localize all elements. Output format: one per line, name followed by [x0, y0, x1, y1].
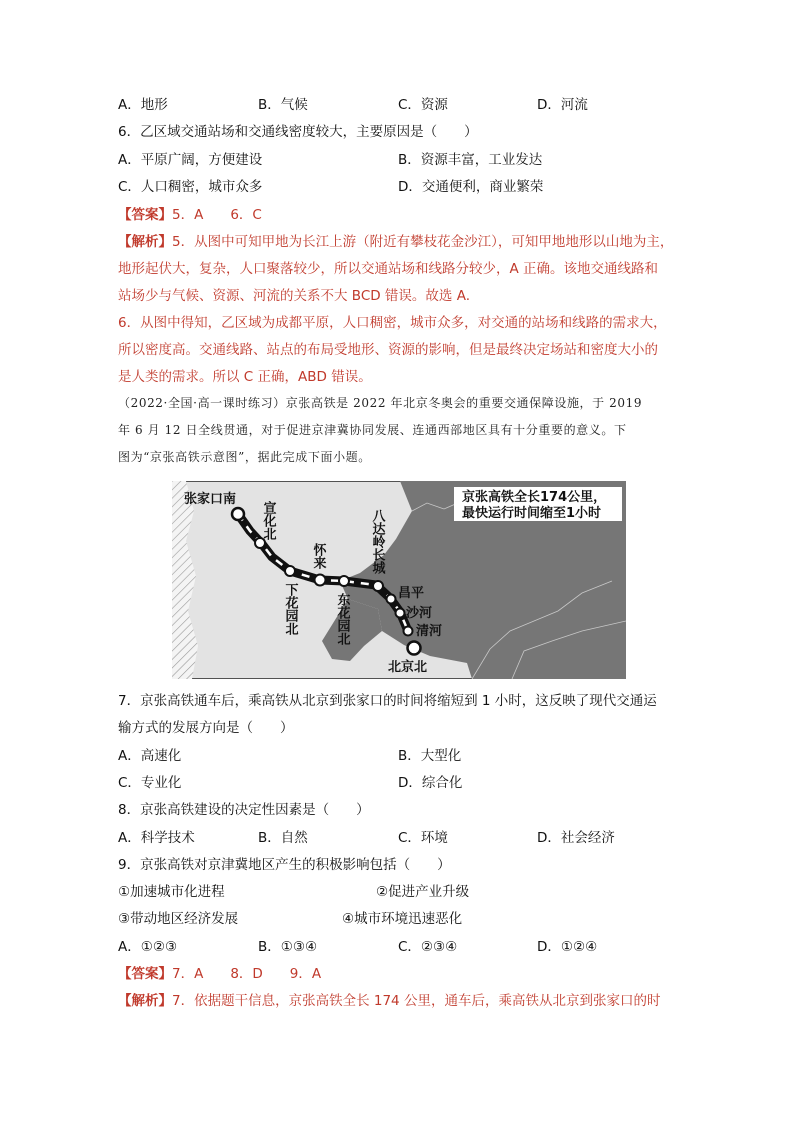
- analysis-text: 7．依据题干信息，京张高铁全长 174 公里，通车后，乘高铁从北京到张家口的时: [172, 993, 661, 1009]
- answer-tag: 【答案】: [118, 966, 172, 982]
- station-shahe: [396, 609, 405, 618]
- q6-stem: 6．乙区域交通站场和交通线密度较大，主要原因是（ ）: [118, 124, 478, 140]
- q8-option-d: D．社会经济: [537, 830, 615, 846]
- label-changping: 昌平: [398, 586, 425, 601]
- station-xiahuayuan-bei: [285, 566, 295, 576]
- source-line-3: 图为“京张高铁示意图”，据此完成下面小题。: [118, 450, 371, 464]
- label-donghuayuan-bei: 东花园北: [334, 593, 350, 645]
- source-line-1: （2022·全国·高一课时练习）京张高铁是 2022 年北京冬奥会的重要交通保障设施，于 2019: [118, 396, 643, 410]
- label-shahe: 沙河: [406, 606, 433, 621]
- q7-option-c: C．专业化: [118, 775, 182, 791]
- analysis-tag: 【解析】: [118, 993, 172, 1009]
- analysis-tag: 【解析】: [118, 234, 172, 250]
- q7-option-a: A．高速化: [118, 748, 182, 764]
- q9-item-2: ②促进产业升级: [376, 884, 470, 900]
- info-line-1: 京张高铁全长174公里，: [462, 490, 607, 505]
- station-zhangjiakou-nan: [232, 508, 244, 520]
- q8-option-c: C．环境: [398, 830, 448, 846]
- label-badaling: 八达岭长城: [369, 509, 385, 574]
- q6-option-b: B．资源丰富，工业发达: [398, 152, 543, 168]
- q5-option-c: C．资源: [398, 97, 448, 113]
- q6-option-a: A．平原广阔，方便建设: [118, 152, 263, 168]
- analysis-line-2: 地形起伏大，复杂，人口聚落较少，所以交通站场和线路分较少，A 正确。该地交通线路和: [118, 261, 659, 277]
- station-qinghe: [404, 627, 413, 636]
- analysis-line-6: 是人类的需求。所以 C 正确，ABD 错误。: [118, 369, 372, 385]
- label-beijing-bei: 北京北: [388, 660, 428, 675]
- analysis-line-5: 所以密度高。交通线路、站点的布局受地形、资源的影响，但是最终决定场站和密度大小的: [118, 342, 658, 358]
- q9-item-1: ①加速城市化进程: [118, 884, 225, 900]
- q9-option-d: D．①②④: [537, 939, 598, 955]
- station-beijing-bei: [408, 642, 421, 655]
- info-line-2: 最快运行时间缩至1小时: [462, 506, 602, 521]
- label-huailai: 怀来: [310, 543, 326, 569]
- answer-block-2: [118, 964, 321, 984]
- source-line-2: 年 6 月 12 日全线贯通，对于促进京津冀协同发展、连通西部地区具有十分重要的意义。下: [118, 423, 627, 437]
- q8-stem: 8．京张高铁建设的决定性因素是（ ）: [118, 802, 370, 818]
- label-zhangjiakou-nan: 张家口南: [184, 492, 237, 507]
- q5-option-b: B．气候: [258, 97, 308, 113]
- analysis-text: 5．从图中可知甲地为长江上游（附近有攀枝花金沙江），可知甲地地形以山地为主，: [172, 234, 674, 250]
- q9-option-b: B．①③④: [258, 939, 318, 955]
- station-donghuayuan-bei: [339, 576, 349, 586]
- station-huailai: [315, 575, 326, 586]
- q5-option-d: D．河流: [537, 97, 588, 113]
- q8-option-a: A．科学技术: [118, 830, 195, 846]
- q7-option-d: D．综合化: [398, 775, 463, 791]
- label-xuanhua-bei: 宣化北: [260, 501, 276, 540]
- analysis-line-3: 站场少与气候、资源、河流的关系不大 BCD 错误。故选 A.: [118, 288, 471, 304]
- q6-option-d: D．交通便利，商业繁荣: [398, 179, 544, 195]
- q7-stem-1: 7．京张高铁通车后，乘高铁从北京到张家口的时间将缩短到 1 小时，这反映了现代交通运: [118, 693, 657, 709]
- q7-option-b: B．大型化: [398, 748, 462, 764]
- q9-item-3: ③带动地区经济发展: [118, 911, 239, 927]
- q7-stem-2: 输方式的发展方向是（ ）: [118, 720, 294, 736]
- q8-option-b: B．自然: [258, 830, 308, 846]
- q9-stem: 9．京张高铁对京津冀地区产生的积极影响包括（ ）: [118, 857, 451, 873]
- answer-tag: 【答案】: [118, 207, 172, 223]
- jingzhang-railway-map: [172, 481, 626, 679]
- q9-option-a: A．①②③: [118, 939, 178, 955]
- analysis-line-1: [118, 232, 673, 252]
- analysis-line-4: 6．从图中得知，乙区域为成都平原，人口稠密，城市众多，对交通的站场和线路的需求大，: [118, 315, 667, 331]
- answer-text: 7．A 8．D 9．A: [172, 966, 322, 982]
- analysis-block-2: [118, 991, 660, 1011]
- answer-text: 5．A 6．C: [172, 207, 262, 223]
- q6-option-c: C．人口稠密，城市众多: [118, 179, 263, 195]
- label-xiahuayuan-bei: 下花园北: [282, 583, 298, 635]
- answer-block-1: [118, 205, 262, 225]
- label-qinghe: 清河: [416, 624, 443, 639]
- q9-option-c: C．②③④: [398, 939, 458, 955]
- q5-option-a: A．地形: [118, 97, 168, 113]
- station-changping: [387, 595, 396, 604]
- station-badaling: [373, 581, 383, 591]
- q9-item-4: ④城市环境迅速恶化: [342, 911, 463, 927]
